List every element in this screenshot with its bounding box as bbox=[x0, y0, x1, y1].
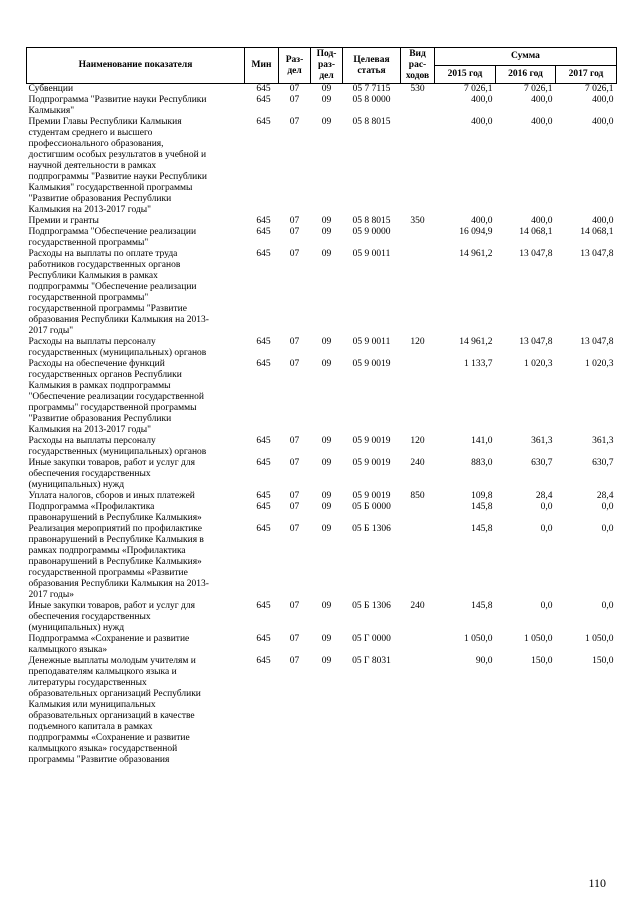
table-row bbox=[27, 458, 617, 491]
row-min: 645 bbox=[256, 216, 271, 226]
row-razdel: 07 bbox=[289, 634, 300, 644]
row-vid bbox=[401, 227, 435, 249]
row-min: 645 bbox=[256, 227, 271, 237]
row-razdel: 07 bbox=[289, 84, 300, 94]
row-name: Премии Главы Республики Калмыкия студентам среднего и высшего профессионального образования, достигшим особых результатов в учебной и научной деятельности в рамках подпрограммы "Развитие науки Республики Калмыкия" государственной программы "Развитие образования Республики Калмыкия на 2013-2017 годы" bbox=[28, 117, 207, 215]
header-2017: 2017 год bbox=[556, 66, 617, 84]
table-row bbox=[27, 216, 617, 227]
row-razdel: 07 bbox=[289, 502, 300, 512]
row-target-article: 05 7 7115 bbox=[352, 84, 391, 94]
row-podrazdel: 09 bbox=[321, 601, 332, 611]
row-name: Премии и гранты bbox=[28, 216, 99, 226]
row-sum-2016: 1 020,3 bbox=[524, 359, 553, 369]
row-vid bbox=[401, 656, 435, 766]
row-podrazdel: 09 bbox=[321, 227, 332, 237]
row-sum-2015: 1 050,0 bbox=[464, 634, 493, 644]
row-razdel: 07 bbox=[289, 117, 300, 127]
row-min: 645 bbox=[256, 337, 271, 347]
row-target-article: 05 Б 1306 bbox=[352, 524, 391, 534]
row-razdel: 07 bbox=[289, 436, 300, 446]
row-sum-2015: 145,8 bbox=[471, 601, 493, 611]
row-vid bbox=[401, 634, 435, 656]
row-podrazdel: 09 bbox=[321, 117, 332, 127]
row-vid: 350 bbox=[410, 216, 425, 226]
row-sum-2016: 14 068,1 bbox=[519, 227, 553, 237]
row-razdel: 07 bbox=[289, 216, 300, 226]
row-podrazdel: 09 bbox=[321, 502, 332, 512]
row-sum-2015: 400,0 bbox=[471, 216, 493, 226]
row-name: Подпрограмма «Сохранение и развитие калмыцкого языка» bbox=[28, 634, 190, 655]
row-sum-2017: 361,3 bbox=[592, 436, 614, 446]
header-target: Целевая статья bbox=[343, 48, 401, 84]
header-summa: Сумма bbox=[435, 48, 617, 66]
row-name: Денежные выплаты молодым учителям и преподавателям калмыцкого языка и литературы государственных образовательных организаций Республики Калмыкия или муниципальных образовательных организаций в качестве подъемного капитала в рамках подпрограммы «Сохранение и развитие калмыцкого языка» государственной программы "Развитие образования bbox=[28, 656, 201, 765]
table-header bbox=[27, 48, 617, 84]
row-razdel: 07 bbox=[289, 337, 300, 347]
row-sum-2016: 13 047,8 bbox=[519, 249, 553, 259]
row-sum-2015: 16 094,9 bbox=[459, 227, 493, 237]
row-target-article: 05 9 0000 bbox=[352, 227, 391, 237]
row-min: 645 bbox=[256, 436, 271, 446]
row-razdel: 07 bbox=[289, 458, 300, 468]
row-target-article: 05 Б 1306 bbox=[352, 601, 391, 611]
row-sum-2015: 14 961,2 bbox=[459, 337, 493, 347]
row-min: 645 bbox=[256, 524, 271, 534]
row-min: 645 bbox=[256, 117, 271, 127]
page-number: 110 bbox=[588, 876, 606, 890]
row-sum-2015: 141,0 bbox=[471, 436, 493, 446]
row-podrazdel: 09 bbox=[321, 524, 332, 534]
row-min: 645 bbox=[256, 249, 271, 259]
row-name: Подпрограмма "Обеспечение реализации государственной программы" bbox=[28, 227, 197, 248]
row-sum-2016: 400,0 bbox=[531, 216, 553, 226]
row-podrazdel: 09 bbox=[321, 84, 332, 94]
table-row bbox=[27, 436, 617, 458]
table-row bbox=[27, 227, 617, 249]
row-target-article: 05 9 0011 bbox=[352, 337, 391, 347]
row-vid bbox=[401, 117, 435, 216]
row-podrazdel: 09 bbox=[321, 656, 332, 666]
table-row bbox=[27, 634, 617, 656]
row-sum-2015: 109,8 bbox=[471, 491, 493, 501]
row-name: Расходы на выплаты персоналу государственных (муниципальных) органов bbox=[28, 337, 207, 358]
row-podrazdel: 09 bbox=[321, 249, 332, 259]
row-target-article: 05 8 0000 bbox=[352, 95, 391, 105]
row-vid bbox=[401, 359, 435, 436]
row-vid: 120 bbox=[410, 436, 425, 446]
row-sum-2017: 28,4 bbox=[596, 491, 614, 501]
header-2016: 2016 год bbox=[496, 66, 556, 84]
row-podrazdel: 09 bbox=[321, 436, 332, 446]
header-name: Наименование показателя bbox=[27, 48, 245, 84]
row-sum-2016: 28,4 bbox=[535, 491, 553, 501]
row-name: Реализация мероприятий по профилактике правонарушений в Республике Калмыкия в рамках подпрограммы «Профилактика правонарушений в Республике Калмыкия» государственной программы «Развитие образования Республики Калмыкия на 2013- 2017 годы» bbox=[28, 524, 209, 600]
row-vid: 240 bbox=[410, 458, 425, 468]
row-sum-2017: 400,0 bbox=[592, 117, 614, 127]
row-razdel: 07 bbox=[289, 524, 300, 534]
row-sum-2017: 13 047,8 bbox=[580, 337, 614, 347]
row-sum-2017: 630,7 bbox=[592, 458, 614, 468]
row-podrazdel: 09 bbox=[321, 337, 332, 347]
row-target-article: 05 9 0011 bbox=[352, 249, 391, 259]
table-row bbox=[27, 337, 617, 359]
table-row bbox=[27, 359, 617, 436]
row-vid: 850 bbox=[410, 491, 425, 501]
row-target-article: 05 9 0019 bbox=[352, 359, 391, 369]
row-sum-2016: 361,3 bbox=[531, 436, 553, 446]
row-sum-2016: 13 047,8 bbox=[519, 337, 553, 347]
header-vid: Вид рас- ходов bbox=[401, 48, 435, 84]
table-row bbox=[27, 117, 617, 216]
row-target-article: 05 Г 0000 bbox=[352, 634, 391, 644]
row-name: Уплата налогов, сборов и иных платежей bbox=[28, 491, 195, 501]
row-sum-2015: 883,0 bbox=[471, 458, 493, 468]
row-podrazdel: 09 bbox=[321, 634, 332, 644]
row-razdel: 07 bbox=[289, 359, 300, 369]
row-razdel: 07 bbox=[289, 656, 300, 666]
row-min: 645 bbox=[256, 491, 271, 501]
row-sum-2016: 0,0 bbox=[540, 502, 553, 512]
row-razdel: 07 bbox=[289, 601, 300, 611]
row-min: 645 bbox=[256, 458, 271, 468]
row-target-article: 05 8 8015 bbox=[352, 117, 391, 127]
row-target-article: 05 9 0019 bbox=[352, 436, 391, 446]
row-podrazdel: 09 bbox=[321, 359, 332, 369]
row-razdel: 07 bbox=[289, 491, 300, 501]
row-vid bbox=[401, 502, 435, 524]
row-min: 645 bbox=[256, 634, 271, 644]
row-podrazdel: 09 bbox=[321, 491, 332, 501]
row-vid bbox=[401, 524, 435, 601]
table-row bbox=[27, 491, 617, 502]
row-sum-2015: 145,8 bbox=[471, 524, 493, 534]
row-razdel: 07 bbox=[289, 249, 300, 259]
row-vid: 120 bbox=[410, 337, 425, 347]
table-row bbox=[27, 249, 617, 337]
row-name: Расходы на выплаты по оплате труда работников государственных органов Республики Калмыкия в рамках подпрограммы "Обеспечение реализации государственной программы" государственной программы "Развитие образования Республики Калмыкия на 2013- 2017 годы" bbox=[28, 249, 209, 336]
row-sum-2017: 1 050,0 bbox=[585, 634, 614, 644]
row-vid bbox=[401, 249, 435, 337]
row-min: 645 bbox=[256, 601, 271, 611]
row-target-article: 05 9 0019 bbox=[352, 458, 391, 468]
table-row bbox=[27, 502, 617, 524]
row-sum-2015: 1 133,7 bbox=[464, 359, 493, 369]
row-sum-2017: 400,0 bbox=[592, 95, 614, 105]
row-sum-2016: 630,7 bbox=[531, 458, 553, 468]
row-sum-2017: 0,0 bbox=[601, 601, 614, 611]
row-sum-2016: 0,0 bbox=[540, 524, 553, 534]
budget-table bbox=[26, 47, 617, 766]
row-sum-2017: 400,0 bbox=[592, 216, 614, 226]
row-sum-2016: 400,0 bbox=[531, 117, 553, 127]
row-sum-2015: 400,0 bbox=[471, 117, 493, 127]
row-sum-2017: 7 026,1 bbox=[585, 84, 614, 94]
row-vid bbox=[401, 95, 435, 117]
row-name: Расходы на выплаты персоналу государственных (муниципальных) органов bbox=[28, 436, 207, 457]
row-razdel: 07 bbox=[289, 95, 300, 105]
row-sum-2017: 13 047,8 bbox=[580, 249, 614, 259]
header-razdel: Раз- дел bbox=[279, 48, 311, 84]
row-sum-2016: 150,0 bbox=[531, 656, 553, 666]
row-sum-2015: 14 961,2 bbox=[459, 249, 493, 259]
row-name: Иные закупки товаров, работ и услуг для обеспечения государственных (муниципальных) нужд bbox=[28, 601, 195, 633]
table-row bbox=[27, 601, 617, 634]
row-target-article: 05 9 0019 bbox=[352, 491, 391, 501]
row-sum-2015: 90,0 bbox=[475, 656, 493, 666]
row-name: Иные закупки товаров, работ и услуг для обеспечения государственных (муниципальных) нужд bbox=[28, 458, 195, 490]
row-sum-2017: 0,0 bbox=[601, 524, 614, 534]
row-vid: 530 bbox=[410, 84, 425, 94]
row-sum-2017: 14 068,1 bbox=[580, 227, 614, 237]
row-name: Подпрограмма "Развитие науки Республики Калмыкия" bbox=[28, 95, 207, 116]
row-sum-2017: 150,0 bbox=[592, 656, 614, 666]
row-podrazdel: 09 bbox=[321, 458, 332, 468]
row-vid: 240 bbox=[410, 601, 425, 611]
row-sum-2015: 7 026,1 bbox=[464, 84, 493, 94]
row-sum-2016: 0,0 bbox=[540, 601, 553, 611]
table-row bbox=[27, 656, 617, 766]
table-body bbox=[27, 84, 617, 767]
row-name: Подпрограмма «Профилактика правонарушений в Республике Калмыкия» bbox=[28, 502, 202, 523]
table-row bbox=[27, 524, 617, 601]
row-sum-2017: 0,0 bbox=[601, 502, 614, 512]
budget-table-page bbox=[26, 47, 616, 766]
row-name: Субвенции bbox=[28, 84, 74, 94]
row-sum-2016: 1 050,0 bbox=[524, 634, 553, 644]
table-row bbox=[27, 95, 617, 117]
row-min: 645 bbox=[256, 84, 271, 94]
row-sum-2015: 400,0 bbox=[471, 95, 493, 105]
row-min: 645 bbox=[256, 656, 271, 666]
row-name: Расходы на обеспечение функций государственных органов Республики Калмыкия в рамках подпрограммы "Обеспечение реализации государственной программы" государственной программы "Развитие образования Республики Калмыкия на 2013-2017 годы" bbox=[28, 359, 204, 435]
header-min: Мин bbox=[245, 48, 279, 84]
row-sum-2015: 145,8 bbox=[471, 502, 493, 512]
header-podrazdel: Под- раз- дел bbox=[311, 48, 343, 84]
row-sum-2016: 7 026,1 bbox=[524, 84, 553, 94]
row-sum-2017: 1 020,3 bbox=[585, 359, 614, 369]
row-min: 645 bbox=[256, 359, 271, 369]
row-target-article: 05 8 8015 bbox=[352, 216, 391, 226]
table-row bbox=[27, 84, 617, 96]
row-min: 645 bbox=[256, 502, 271, 512]
row-podrazdel: 09 bbox=[321, 95, 332, 105]
row-sum-2016: 400,0 bbox=[531, 95, 553, 105]
row-podrazdel: 09 bbox=[321, 216, 332, 226]
row-min: 645 bbox=[256, 95, 271, 105]
header-2015: 2015 год bbox=[435, 66, 496, 84]
row-target-article: 05 Б 0000 bbox=[352, 502, 391, 512]
row-razdel: 07 bbox=[289, 227, 300, 237]
row-target-article: 05 Г 8031 bbox=[352, 656, 391, 666]
